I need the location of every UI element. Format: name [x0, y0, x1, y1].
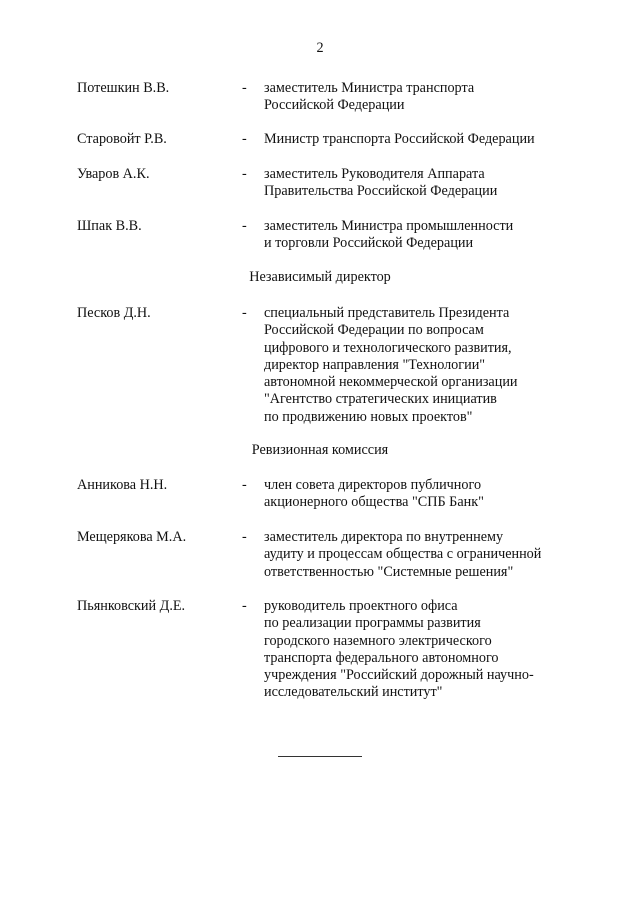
member-name: Песков Д.Н. — [77, 305, 151, 321]
member-name: Уваров А.К. — [77, 166, 150, 182]
role-line: по продвижению новых проектов" — [264, 408, 473, 425]
role-line: и торговли Российской Федерации — [264, 235, 474, 252]
role-line: "Агентство стратегических инициатив — [264, 391, 497, 408]
role-line: Правительства Российской Федерации — [264, 183, 498, 200]
role-line: по реализации программы развития — [264, 615, 481, 632]
page-number: 2 — [316, 40, 324, 56]
member-dash: - — [242, 80, 247, 96]
role-line: Министр транспорта Российской Федерации — [264, 131, 535, 147]
role-line: акционерного общества "СПБ Банк" — [264, 494, 484, 511]
role-line: специальный представитель Президента — [264, 305, 510, 321]
member-role — [264, 131, 584, 148]
role-line: член совета директоров публичного — [264, 477, 482, 493]
member-dash: - — [242, 529, 247, 545]
role-line: цифрового и технологического развития, — [264, 339, 512, 356]
member-name: Старовойт Р.В. — [77, 131, 167, 147]
member-role — [264, 598, 584, 702]
member-role — [264, 477, 584, 512]
member-dash: - — [242, 477, 247, 493]
role-line: аудиту и процессам общества с ограниченной — [264, 546, 542, 563]
role-line: Российской Федерации — [264, 97, 405, 114]
member-name: Мещерякова М.А. — [77, 529, 187, 545]
role-line: заместитель директора по внутреннему — [264, 529, 504, 545]
role-line: автономной некоммерческой организации — [264, 374, 518, 391]
role-line: заместитель Руководителя Аппарата — [264, 166, 485, 182]
role-line: Российской Федерации по вопросам — [264, 322, 484, 339]
member-role — [264, 166, 584, 201]
member-dash: - — [242, 305, 247, 321]
member-name: Анникова Н.Н. — [77, 477, 168, 493]
member-dash: - — [242, 166, 247, 182]
role-line: руководитель проектного офиса — [264, 598, 458, 614]
section-heading-independent-director: Независимый директор — [249, 269, 391, 285]
role-line: ответственностью "Системные решения" — [264, 563, 514, 580]
section-heading-audit-commission: Ревизионная комиссия — [251, 442, 389, 458]
member-role — [264, 305, 584, 426]
role-line: заместитель Министра транспорта — [264, 80, 475, 96]
role-line: заместитель Министра промышленности — [264, 218, 514, 234]
member-role — [264, 218, 584, 253]
member-role — [264, 529, 584, 581]
role-line: транспорта федерального автономного — [264, 649, 499, 666]
member-name: Потешкин В.В. — [77, 80, 170, 96]
role-line: городского наземного электрического — [264, 632, 492, 649]
role-line: исследовательский институт" — [264, 684, 443, 701]
member-role — [264, 80, 584, 115]
member-name: Пьянковский Д.Е. — [77, 598, 186, 614]
member-name: Шпак В.В. — [77, 218, 142, 234]
member-dash: - — [242, 218, 247, 234]
role-line: директор направления "Технологии" — [264, 356, 486, 373]
end-divider — [278, 756, 362, 757]
member-dash: - — [242, 131, 247, 147]
member-dash: - — [242, 598, 247, 614]
role-line: учреждения "Российский дорожный научно- — [264, 667, 534, 684]
